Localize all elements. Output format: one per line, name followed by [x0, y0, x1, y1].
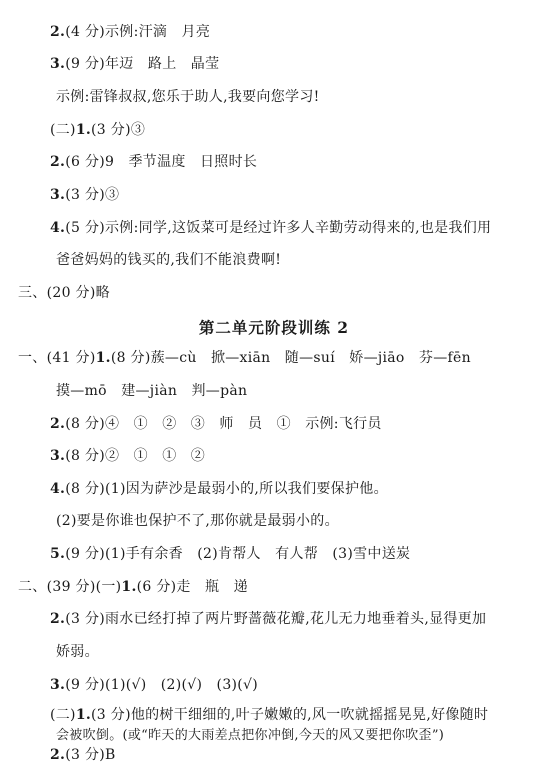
- answer-text: 示例:雷锋叔叔,您乐于助人,我要向您学习!: [56, 89, 320, 105]
- answer-line: [56, 511, 339, 531]
- answer-text: (8 分)蔟—cù 掀—xiān 随—suí 娇—jiāo 芬—fēn: [110, 350, 471, 366]
- question-number: 3.: [50, 56, 66, 72]
- answer-text: (9 分)(1)(√) (2)(√) (3)(√): [65, 677, 259, 693]
- answer-line: [50, 479, 388, 499]
- answer-line: [50, 54, 219, 74]
- answer-text: (8 分)(1)因为萨沙是最弱小的,所以我们要保护他。: [65, 481, 388, 497]
- answer-text: (3 分)③: [65, 187, 120, 203]
- answer-text: (2)要是你谁也保护不了,那你就是最弱小的。: [56, 513, 339, 529]
- answer-text: (8 分)④ ① ② ③ 师 员 ① 示例:飞行员: [65, 416, 382, 432]
- question-number: 3.: [50, 677, 66, 693]
- question-number: 2.: [50, 416, 66, 432]
- answer-text: (5 分)示例:同学,这饭菜可是经过许多人辛勤劳动得来的,也是我们用: [65, 220, 492, 236]
- answer-text: 爸爸妈妈的钱买的,我们不能浪费啊!: [56, 252, 282, 268]
- answer-line: [50, 22, 210, 42]
- answer-line: [56, 642, 99, 662]
- answer-text: (3 分)他的树干细细的,叶子嫩嫩的,风一吹就摇摇晃晃,好像随时: [91, 707, 489, 723]
- question-number: 1.: [95, 350, 111, 366]
- answer-line: [50, 745, 116, 765]
- question-number: 1.: [75, 122, 92, 138]
- answer-line: [56, 726, 444, 746]
- answer-line: [50, 152, 257, 172]
- answer-text: (6 分)9 季节温度 日照时长: [65, 154, 258, 170]
- answer-text: 会被吹倒。(或“昨天的大雨差点把你冲倒,今天的风又要把你吹歪”): [56, 728, 445, 743]
- question-number: 1.: [121, 579, 137, 595]
- answer-text: 三、(20 分)略: [18, 285, 110, 301]
- question-number: 4.: [50, 220, 66, 236]
- answer-line: [50, 675, 258, 695]
- answer-text: (4 分)示例:汗滴 月亮: [65, 24, 211, 40]
- question-number: 3.: [50, 448, 66, 464]
- question-number: 4.: [50, 481, 66, 497]
- answer-line: [18, 577, 248, 597]
- answer-line: [50, 414, 382, 434]
- answer-line: [50, 446, 205, 466]
- question-number: 2.: [50, 611, 66, 627]
- question-number: 2.: [50, 154, 66, 170]
- answer-text: (3 分)B: [65, 747, 116, 763]
- question-number: 1.: [75, 707, 92, 723]
- answer-text: (6 分)走 瓶 递: [136, 579, 248, 595]
- answer-line: [18, 348, 471, 368]
- question-number: 2.: [50, 747, 66, 763]
- answer-line: [50, 185, 119, 205]
- question-number: 2.: [50, 24, 66, 40]
- section-title: 第二单元阶段训练 2: [198, 318, 350, 337]
- answer-text: (9 分)(1)手有余香 (2)肯帮人 有人帮 (3)雪中送炭: [65, 546, 411, 562]
- answer-line: [56, 87, 320, 107]
- answer-text: (3 分)③: [91, 122, 146, 138]
- answer-line: [56, 250, 281, 270]
- section-marker: (二): [50, 707, 76, 723]
- answer-line: [50, 705, 488, 725]
- section-marker: 二、(39 分)(一): [18, 579, 122, 595]
- answer-text: (8 分)② ① ① ②: [65, 448, 206, 464]
- answer-line: [50, 218, 491, 238]
- answer-line: [56, 381, 247, 401]
- answer-line: [50, 609, 486, 629]
- question-number: 5.: [50, 546, 66, 562]
- section-marker: (二): [50, 122, 76, 138]
- answer-text: (9 分)年迈 路上 晶莹: [65, 56, 220, 72]
- answer-line: [18, 283, 110, 303]
- answer-text: 娇弱。: [56, 644, 99, 660]
- answer-text: 摸—mō 建—jiàn 判—pàn: [56, 383, 248, 399]
- answer-text: (3 分)雨水已经打掉了两片野蔷薇花瓣,花儿无力地垂着头,显得更加: [65, 611, 487, 627]
- answer-line: [50, 120, 145, 140]
- answer-line: [50, 544, 410, 564]
- question-number: 3.: [50, 187, 66, 203]
- section-marker: 一、(41 分): [18, 350, 96, 366]
